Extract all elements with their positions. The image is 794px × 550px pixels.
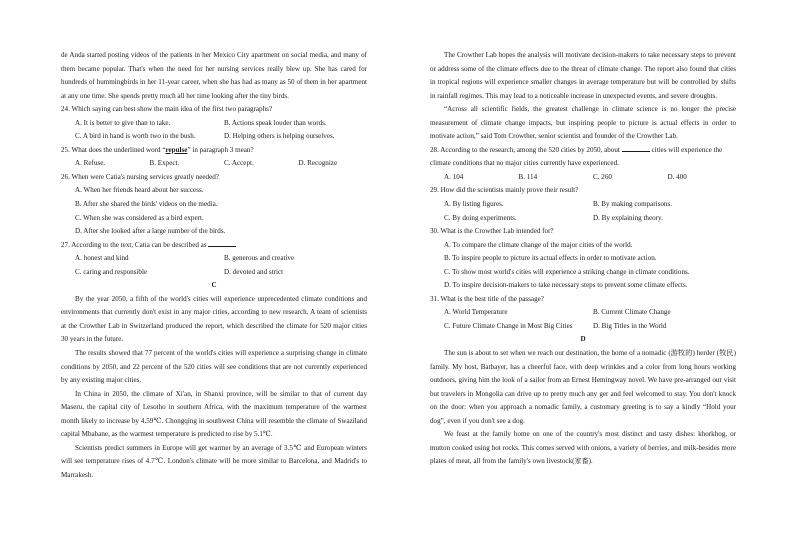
question-30-stem: 30. What is the Crowther Lab intended for? [430,227,554,236]
question-25-option-b[interactable]: B. Expect. [149,159,180,168]
question-30-option-c[interactable]: C. To show most world's cities will experience a striking change in climate conditions. [444,267,690,276]
passage-c-paragraph-3: In China in 2050, the climate of Xi'an, in Shanxi province, will be similar to that of current day Maseru, the capital city of Lesotho in southern Africa, with the maximum temperature of the warmest month likely to increase by 4.59℃. Chongqing in southwest China will resemble the climate of Swaziland capital Mbabane, as the warmest temperature is predicted to rise by 5.1℃. [61,389,367,439]
question-25 [61,144,367,171]
question-31-option-b[interactable]: B. Current Climate Change [593,308,671,317]
question-26-option-d[interactable]: D. After she looked after a large number of the birds. [75,227,226,236]
question-25-option-a[interactable]: A. Refuse. [75,159,106,168]
question-29-option-b[interactable]: B. By making comparisons. [593,200,673,209]
question-26-stem: 26. When were Catia's nursing services greatly needed? [61,172,219,181]
question-25-option-c[interactable]: C. Accept. [224,159,254,168]
passage-c-paragraph-5: The Crowther Lab hopes the analysis will motivate decision-makers to take necessary steps to prevent or address some of the climate effects due to the threat of climate change. The report also found that cities in tropical regions will experience smaller changes in average temperature but will be controlled by shifts in rainfall regimes. This may lead to a noticeable increase in unexpected events, and severe droughts. [430,51,736,100]
passage-b-ending: de Anda started posting videos of the patients in her Mexico City apartment on social media, and many of them became popular. That's when the need for her nursing services really blew up. She has cared for hundreds of hummingbirds in her 11-year career, when she has had as many as 50 of them in her apartment at any one time. She spends pretty much all her time looking after the tiny birds. [61,51,367,100]
question-25-stem: 25. What does the underlined word “repulse” in paragraph 3 mean? [61,145,254,154]
question-31-option-c[interactable]: C. Future Climate Change in Most Big Cities [444,321,573,330]
passage-c-paragraph-6: “Across all scientific fields, the greatest challenge in climate science is no longer the precise measurement of climate change impacts, but inspiring people to picture is actual effects in order to motivate action,” said Tom Crowther, senior scientist and founder of the Crowther Lab. [430,105,736,141]
question-24-option-d[interactable]: D. Helping others is helping ourselves. [224,132,335,141]
question-24 [61,103,367,144]
section-d-heading: D [580,335,586,344]
question-27-option-d[interactable]: D. devoted and strict [224,267,284,276]
question-24-option-b[interactable]: B. Actions speak louder than words. [224,118,327,127]
question-28-option-b[interactable]: B. 114 [518,172,538,181]
question-26 [61,171,367,239]
question-29-option-c[interactable]: C. By doing experiments. [444,213,517,222]
passage-c-paragraph-4: Scientists predict summers in Europe will get warmer by an average of 3.5℃ and European winters will see temperature rises of 4.7℃. London's climate will be more similar to Barcelona, and Madrid's to Marrakesh. [61,443,367,479]
passage-d-paragraph-1: The sun is about to set when we reach our destination, the home of a nomadic (游牧的) herder (牧民) family. My host, Batbayer, has a cheerful face, with deep wrinkles and a color from long hours working outdoors, giving him the look of a sailor from an Ernest Hemingway novel. We have pre-arranged our visit but travelers in Mongolia can drive up to pretty much any ger and feel welcomed to stay. You don't knock on the door: when you approach a nomadic family, a customary greeting is to say a kindly “Hold your dog”, even if you don't see a dog. [430,349,736,425]
question-31-option-a[interactable]: A. World Temperature [444,308,508,317]
question-28-stem: 28. According to the research, among the 520 cities by 2050, about cities will experience the climate conditions that no major cities currently have experienced. [430,145,723,168]
question-25-option-d[interactable]: D. Recognize [298,159,338,168]
question-26-option-b[interactable]: B. After she shared the birds' videos on the media. [75,200,218,209]
question-30-option-d[interactable]: D. To inspire decision-makers to take necessary steps to prevent some climate effects. [444,281,688,290]
question-30-option-a[interactable]: A. To compare the climate change of the major cities of the world. [444,240,633,249]
passage-c-paragraph-1: By the year 2050, a fifth of the world's cities will experience unprecedented climate conditions and environments that currently don't exist in any major cities, according to new research. A team of scientists at the Crowther Lab in Switzerland produced the report, which described the climate for 520 major cities 30 years in the future. [61,294,367,344]
question-26-option-c[interactable]: C. When she was considered as a bird expert. [75,213,204,222]
question-24-option-a[interactable]: A. It is better to give than to take. [75,118,171,127]
question-31-option-d[interactable]: D. Big Titles in the World [593,321,667,330]
left-column [61,49,367,483]
question-29-option-a[interactable]: A. By listing figures. [444,200,504,209]
question-30-option-b[interactable]: B. To inspire people to picture its actual effects in order to motivate action. [444,254,657,263]
question-27-option-a[interactable]: A. honest and kind [75,254,129,263]
question-24-stem: 24. Which saying can best show the main idea of the first two paragraphs? [61,105,273,114]
passage-d-paragraph-2: We feast at the family home on one of the country's most distinct and tasty dishes: khorkhog, or mutton cooked using hot rocks. This comes served with onions, a variety of berries, and milk-besides more plates of meat, all from the family's own livestock(家畜). [430,430,736,466]
answer-blank [208,239,236,247]
question-24-option-c[interactable]: C. A bird in hand is worth two in the bush. [75,132,196,141]
question-29-stem: 29. How did the scientists mainly prove their result? [430,186,579,195]
question-29 [430,184,736,225]
right-column [430,49,736,469]
question-27-option-b[interactable]: B. generous and creative [224,254,295,263]
answer-blank [622,144,650,152]
question-30 [430,225,736,293]
question-29-option-d[interactable]: D. By explaining theory. [593,213,663,222]
question-28-option-a[interactable]: A. 104 [444,172,464,181]
question-27-stem: 27. According to the text, Catia can be described as [61,239,367,253]
question-27-option-c[interactable]: C. caring and responsible [75,267,148,276]
passage-c-paragraph-2: The results showed that 77 percent of the world's cities will experience a surprising change in climate conditions by 2050, and 22 percent of the 520 cities will see conditions that are not currently experienced by any existing major cities. [61,349,367,385]
question-31 [430,293,736,334]
underlined-word: repulse [165,145,188,154]
question-26-option-a[interactable]: A. When her friends heard about her success. [75,186,204,195]
question-28 [430,144,736,185]
question-28-option-d[interactable]: D. 400 [667,172,687,181]
question-27 [61,239,367,280]
section-c-heading: C [211,281,217,290]
question-31-stem: 31. What is the best title of the passage? [430,294,544,303]
question-28-option-c[interactable]: C. 260 [593,172,612,181]
